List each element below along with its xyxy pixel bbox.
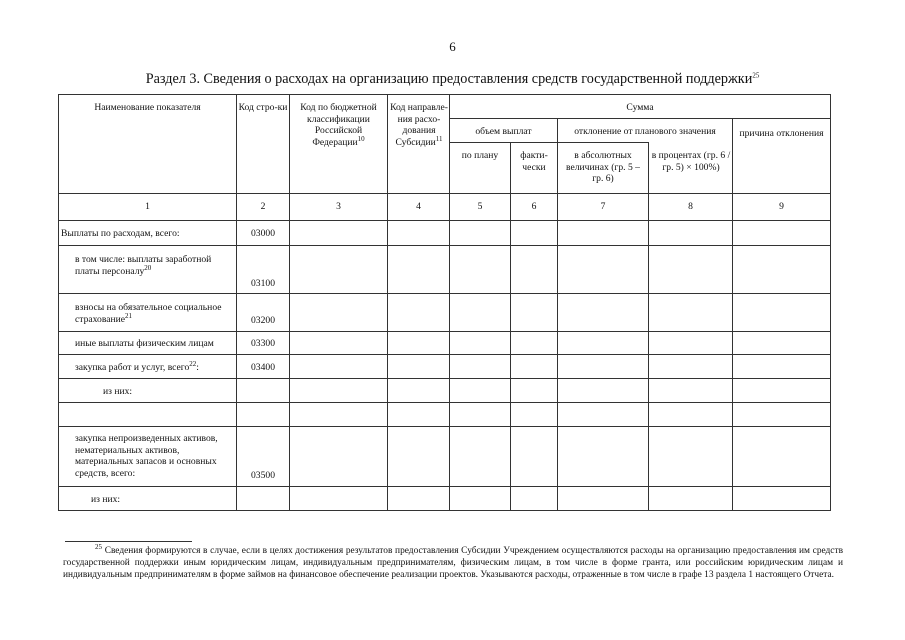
footnote: $^{25}$ Сведения формируются в случае, если в целях достижения результатов предоставления Субсидии Учреждением осуществляются расходы на организацию предоставления им средств государственной поддержки иным юридическим лицам, индивидуальным предпринимателям, физическим лицам, в том числе в форме гранта, или российским юридическим лицам и индивидуальным предпринимателям в форме займов на финансовое обеспечение реализации проектов. Указываются расходы, отраженные в том числе в графе 13 раздела 1 настоящего Отчета. [63, 542, 843, 580]
header-code: Код стро-ки [238, 102, 288, 113]
footnote-separator [65, 541, 192, 542]
table-row-label: в том числе: выплаты заработной платы персоналу$^{20}$ [75, 254, 212, 277]
table-row-label: иные выплаты физическим лицам [75, 338, 214, 349]
table-row-code: 03400 [251, 362, 275, 373]
column-number: 3 [336, 201, 341, 212]
header-sum: Сумма [626, 102, 654, 113]
table-row-code: 03100 [251, 278, 275, 289]
header-payout-volume: объем выплат [475, 126, 532, 137]
column-number: 1 [145, 201, 150, 212]
header-reason: причина отклонения [739, 128, 824, 139]
page-number: 6 [449, 39, 456, 54]
column-number: 6 [531, 201, 537, 212]
header-percent: в процентах (гр. 6 / гр. 5) × 100%) [651, 150, 731, 173]
header-plan: по плану [461, 150, 499, 161]
table-row-label: закупка непроизведенных активов, нематериальных активов, материальных запасов и основных средств, всего: [75, 433, 218, 479]
header-deviation: отклонение от планового значения [574, 126, 716, 137]
table-row-code: 03500 [251, 470, 275, 481]
header-actual: факти-чески [520, 150, 548, 173]
header-budget-code: Код по бюджетной классификации Российской Федерации$^{10}$ [300, 102, 377, 148]
column-number: 8 [688, 201, 693, 212]
column-number: 4 [416, 201, 421, 212]
table-row-label: из них: [91, 494, 121, 505]
table-row-label: из них: [103, 386, 133, 397]
table-row-label: закупка работ и услуг, всего$^{22}$: [75, 359, 199, 373]
table-row-label: взносы на обязательное социальное страхование$^{21}$ [75, 302, 222, 325]
header-name: Наименование показателя [94, 102, 201, 113]
column-number: 5 [477, 201, 483, 212]
header-direction-code: Код направле-ния расхо-дования Субсидии$^{11}$ [390, 102, 448, 148]
table-row-code: 03000 [251, 228, 275, 239]
column-number: 7 [600, 201, 606, 212]
table-row-code: 03200 [251, 315, 275, 326]
table-row-label: Выплаты по расходам, всего: [61, 228, 180, 239]
column-number: 2 [260, 201, 266, 212]
section-title: Раздел 3. Сведения о расходах на организацию предоставления средств государственной поддержки$^{25}$ [145, 71, 760, 87]
column-number: 9 [779, 201, 784, 212]
header-absolute: в абсолютных величинах (гр. 5 – гр. 6) [566, 150, 640, 184]
table-row-code: 03300 [251, 338, 275, 349]
